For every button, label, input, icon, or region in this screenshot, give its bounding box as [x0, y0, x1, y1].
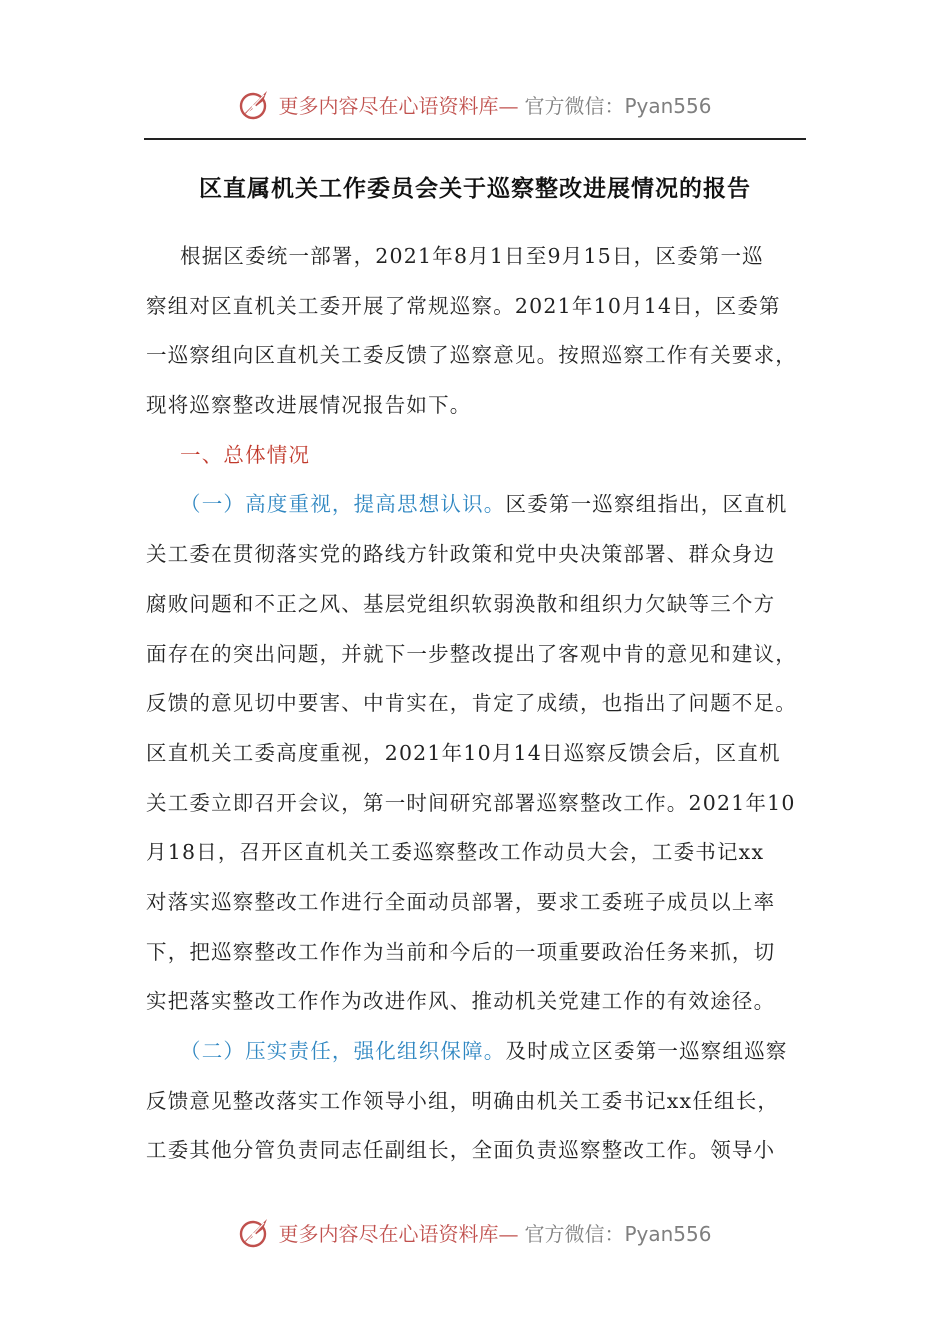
paragraph-line: 反馈的意见切中要害、中肯实在，肯定了成绩，也指出了问题不足。 — [146, 691, 797, 716]
banner-text: 更多内容尽在心语资料库— — [278, 93, 519, 118]
paragraph-line: 察组对区直机关工委开展了常规巡察。2021年10月14日，区委第 — [146, 293, 781, 318]
subsection-heading: （一）高度重视，提高思想认识。 — [180, 492, 506, 517]
section-heading: 一、总体情况 — [180, 442, 311, 467]
paragraph-line: 月18日，召开区直机关工委巡察整改工作动员大会，工委书记xx — [146, 840, 765, 865]
paragraph-line: 工委其他分管负责同志任副组长，全面负责巡察整改工作。领导小 — [146, 1138, 776, 1163]
paragraph-line: 关工委立即召开会议，第一时间研究部署巡察整改工作。2021年10 — [146, 790, 796, 815]
paragraph-line: 反馈意见整改落实工作领导小组，明确由机关工委书记xx任组长， — [146, 1088, 780, 1113]
paragraph-line — [146, 480, 806, 530]
header-banner — [0, 84, 950, 124]
header-rule — [144, 138, 806, 140]
subsection-heading: （二）压实责任，强化组织保障。 — [180, 1039, 506, 1063]
footer-banner — [0, 1212, 950, 1252]
paragraph-line: 现将巡察整改进展情况报告如下。 — [146, 393, 472, 418]
paragraph-line: 对落实巡察整改工作进行全面动员部署，要求工委班子成员以上率 — [146, 889, 776, 914]
document-title: 区直属机关工作委员会关于巡察整改进展情况的报告 — [199, 176, 751, 202]
document-body — [146, 232, 806, 1176]
quill-logo-icon — [238, 1215, 272, 1249]
paragraph-line: 区直机关工委高度重视，2021年10月14日巡察反馈会后，区直机 — [146, 740, 781, 765]
paragraph-text: 区委第一巡察组指出，区直机 — [505, 492, 788, 517]
banner-wechat: 官方微信：Pyan556 — [524, 93, 712, 118]
paragraph-line: 根据区委统一部署，2021年8月1日至9月15日，区委第一巡 — [180, 244, 764, 268]
paragraph-line: 关工委在贯彻落实党的路线方针政策和党中央决策部署、群众身边 — [146, 542, 776, 567]
paragraph-line — [146, 1027, 806, 1077]
banner-wechat: 官方微信：Pyan556 — [524, 1221, 712, 1246]
paragraph-line: 一巡察组向区直机关工委反馈了巡察意见。按照巡察工作有关要求， — [146, 343, 797, 368]
paragraph-line: 实把落实整改工作作为改进作风、推动机关党建工作的有效途径。 — [146, 989, 776, 1014]
quill-logo-icon — [238, 87, 272, 121]
paragraph-line: 下，把巡察整改工作作为当前和今后的一项重要政治任务来抓，切 — [146, 939, 776, 964]
paragraph-line: 面存在的突出问题，并就下一步整改提出了客观中肯的意见和建议， — [146, 641, 797, 666]
paragraph-line: 腐败问题和不正之风、基层党组织软弱涣散和组织力欠缺等三个方 — [146, 591, 776, 616]
banner-text: 更多内容尽在心语资料库— — [278, 1221, 519, 1246]
paragraph-text: 及时成立区委第一巡察组巡察 — [505, 1039, 788, 1063]
